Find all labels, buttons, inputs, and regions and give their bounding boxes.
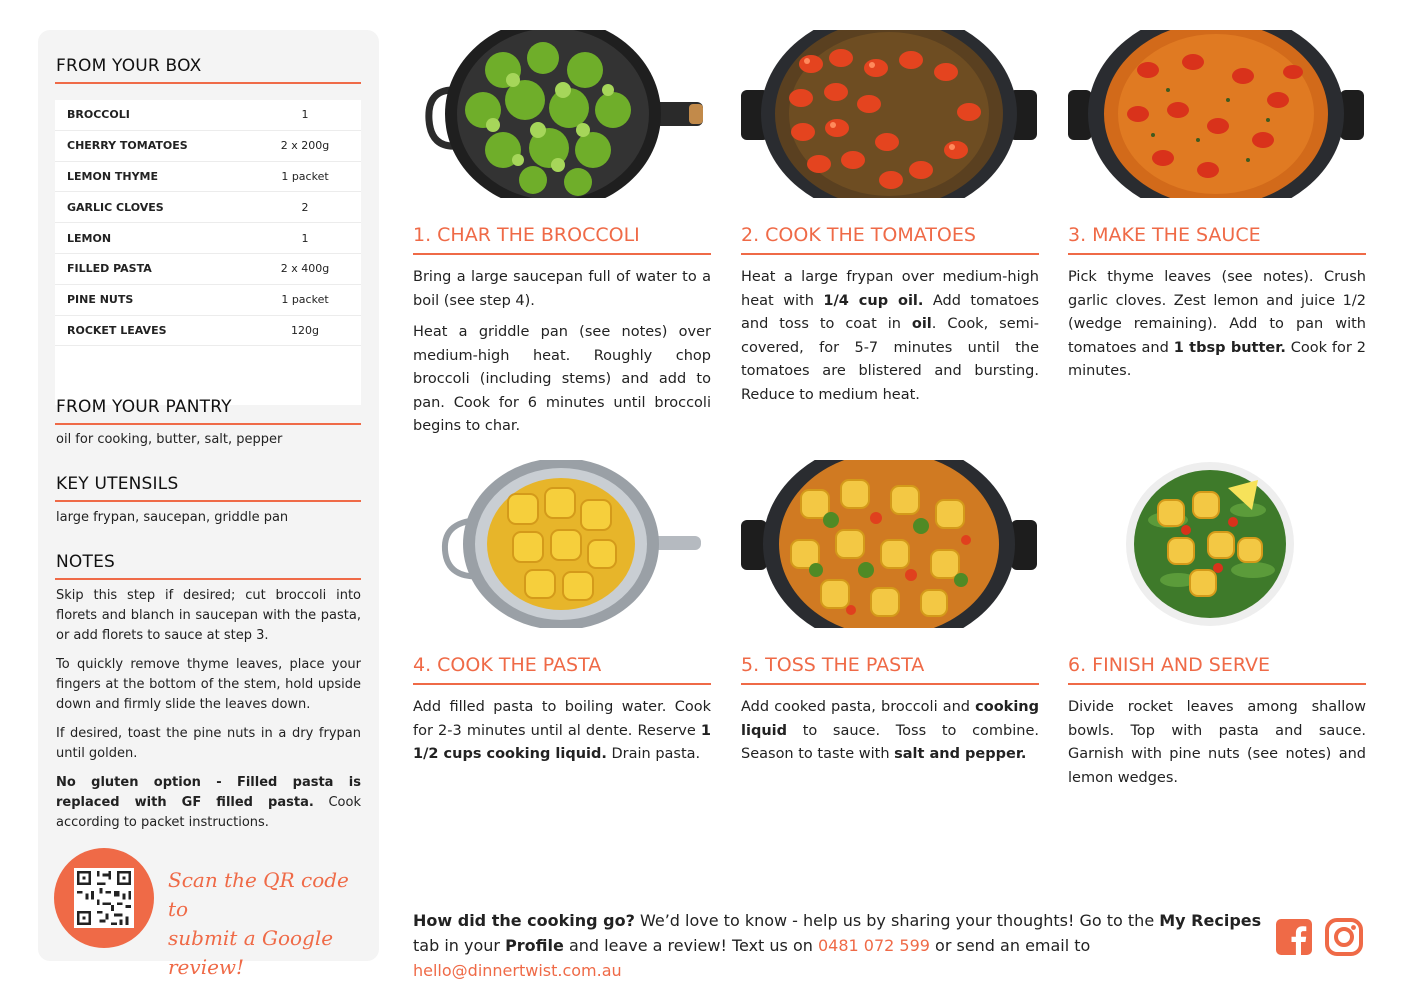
step-6-photo xyxy=(1068,460,1364,628)
ingredients-panel xyxy=(38,30,379,979)
step-4-rule xyxy=(413,683,711,685)
step-1-para-2: Heat a griddle pan (see notes) over medium-high heat. Roughly chop broccoli (including stems) and add to pan. Cook for 6 minutes until broccoli begins to char. xyxy=(413,324,711,434)
step-2-bold-oil-amount: 1/4 cup oil. xyxy=(823,292,924,309)
step-6-body xyxy=(1068,696,1366,798)
table-row xyxy=(55,316,361,347)
step-3-para xyxy=(1068,266,1366,384)
step-5-bold-liquid: cooking liquid xyxy=(741,699,1039,739)
utensils-title: KEY UTENSILS xyxy=(56,474,179,494)
step-3-rule xyxy=(1068,253,1366,255)
footer-profile: Profile xyxy=(505,936,564,955)
step-4-text: Add filled pasta to boiling water. Cook for 2-3 minutes until al dente. Reserve xyxy=(413,699,711,739)
step-5-photo xyxy=(741,460,1037,628)
step-1-photo xyxy=(413,30,709,198)
pantry-rule xyxy=(55,423,361,425)
step-4-body xyxy=(413,696,711,775)
qr-caption-line-2: submit a Google review! xyxy=(168,926,334,979)
table-row xyxy=(55,285,361,316)
box-title-rule xyxy=(55,82,361,84)
step-3-title: 3. MAKE THE SAUCE xyxy=(1068,224,1261,246)
ingredient-qty: 2 x 200g xyxy=(280,139,330,153)
footer-my-recipes: My Recipes xyxy=(1159,911,1262,930)
step-5-rule xyxy=(741,683,1039,685)
step-5-para xyxy=(741,696,1039,767)
ingredient-name: LEMON THYME xyxy=(67,169,158,183)
step-6-para: Divide rocket leaves among shallow bowls. Top with pasta and sauce. Garnish with pine nuts (see notes) and lemon wedges. xyxy=(1068,699,1366,786)
step-2-photo xyxy=(741,30,1037,198)
review-footer xyxy=(413,908,1263,983)
qr-caption-line-1: Scan the QR code to xyxy=(168,868,349,921)
footer-text: and leave a review! Text us on xyxy=(563,936,818,955)
facebook-icon[interactable] xyxy=(1275,918,1313,956)
step-2-body xyxy=(741,266,1039,415)
ingredient-name: PINE NUTS xyxy=(67,293,134,307)
step-6-rule xyxy=(1068,683,1366,685)
step-2-bold-oil: oil xyxy=(911,316,932,332)
qr-badge[interactable] xyxy=(54,848,154,948)
note-2: To quickly remove thyme leaves, place your fingers at the bottom of the stem, hold upside down and firmly slide the leaves down. xyxy=(56,657,361,712)
step-3-text: Cook for 2 minutes. xyxy=(1068,339,1366,379)
step-2-rule xyxy=(741,253,1039,255)
footer-text: We’d love to know - help us by sharing your thoughts! Go to the xyxy=(634,911,1160,930)
ingredient-name: BROCCOLI xyxy=(67,108,130,122)
step-4-photo xyxy=(413,460,709,628)
note-4-bold: No gluten option - Filled pasta is replaced with GF filled pasta. xyxy=(56,775,361,810)
step-2-title: 2. COOK THE TOMATOES xyxy=(741,224,976,246)
footer-text: tab in your xyxy=(413,936,506,955)
step-4-title: 4. COOK THE PASTA xyxy=(413,654,602,676)
notes-rule xyxy=(55,578,361,580)
table-row xyxy=(55,192,361,223)
qr-caption xyxy=(168,866,368,982)
note-4-rest: Cook according to packet instructions. xyxy=(56,795,361,830)
step-5-text: to sauce. Toss to combine. Season to taste with xyxy=(741,722,1039,762)
step-3-text: Pick thyme leaves (see notes). Crush garlic cloves. Zest lemon and juice 1/2 (wedge remaining). Add to pan with tomatoes and xyxy=(1068,269,1366,356)
ingredient-name: LEMON xyxy=(67,231,112,245)
step-2-text: Heat a large frypan over medium-high heat with xyxy=(741,269,1039,309)
ingredient-name: FILLED PASTA xyxy=(67,262,152,276)
notes-title: NOTES xyxy=(56,552,116,572)
step-2-text: Add tomatoes and toss to coat in xyxy=(741,292,1039,332)
footer-phone-link[interactable]: 0481 072 599 xyxy=(817,936,930,955)
note-3: If desired, toast the pine nuts in a dry frypan until golden. xyxy=(56,726,361,761)
footer-bold-question: How did the cooking go? xyxy=(413,911,635,930)
footer-text: or send an email to xyxy=(929,936,1091,955)
utensils-text: large frypan, saucepan, griddle pan xyxy=(56,510,289,525)
step-4-text: Drain pasta. xyxy=(606,746,701,762)
pantry-title: FROM YOUR PANTRY xyxy=(56,397,232,417)
step-4-para xyxy=(413,696,711,767)
ingredient-qty: 2 x 400g xyxy=(280,262,330,276)
table-row xyxy=(55,223,361,254)
step-1-rule xyxy=(413,253,711,255)
step-3-bold-butter: 1 tbsp butter. xyxy=(1173,339,1286,356)
utensils-rule xyxy=(55,500,361,502)
step-3-photo xyxy=(1068,30,1364,198)
step-5-body xyxy=(741,696,1039,775)
ingredient-name: ROCKET LEAVES xyxy=(67,323,167,337)
ingredient-qty: 2 xyxy=(301,200,309,214)
table-row xyxy=(55,131,361,162)
note-4 xyxy=(56,773,361,833)
ingredient-qty: 1 xyxy=(301,231,309,245)
step-1-body xyxy=(413,266,711,447)
step-5-title: 5. TOSS THE PASTA xyxy=(741,654,925,676)
ingredient-qty: 120g xyxy=(291,323,319,337)
box-title: FROM YOUR BOX xyxy=(56,56,202,76)
note-1: Skip this step if desired; cut broccoli into florets and blanch in saucepan with the pasta, or add florets to sauce at step 3. xyxy=(56,588,361,643)
qr-code-icon[interactable] xyxy=(74,868,134,928)
table-row xyxy=(55,254,361,285)
table-row xyxy=(55,162,361,193)
step-4-bold-liquid: 1 1/2 cups cooking liquid. xyxy=(413,722,711,762)
step-1-para-1: Bring a large saucepan full of water to a boil (see step 4). xyxy=(413,269,711,309)
footer-email-link[interactable]: hello@dinnertwist.com.au xyxy=(413,961,622,980)
table-row xyxy=(55,100,361,131)
ingredient-qty: 1 packet xyxy=(281,169,329,183)
instagram-icon[interactable] xyxy=(1325,918,1363,956)
step-2-para xyxy=(741,266,1039,407)
box-ingredients-table xyxy=(55,100,361,405)
ingredient-qty: 1 packet xyxy=(281,293,329,307)
ingredient-name: CHERRY TOMATOES xyxy=(67,139,188,153)
step-6-title: 6. FINISH AND SERVE xyxy=(1068,654,1271,676)
ingredient-name: GARLIC CLOVES xyxy=(67,200,164,214)
step-2-text: . Cook, semi-covered, for 5-7 minutes until the tomatoes are blistered and bursting. Reduce to medium heat. xyxy=(741,316,1039,403)
notes-list xyxy=(56,586,361,842)
step-3-body xyxy=(1068,266,1366,392)
pantry-text: oil for cooking, butter, salt, pepper xyxy=(56,432,283,447)
ingredient-qty: 1 xyxy=(301,108,309,122)
step-5-bold-seasoning: salt and pepper. xyxy=(894,746,1027,762)
step-5-text: Add cooked pasta, broccoli and xyxy=(741,699,976,715)
step-1-title: 1. CHAR THE BROCCOLI xyxy=(413,224,640,246)
